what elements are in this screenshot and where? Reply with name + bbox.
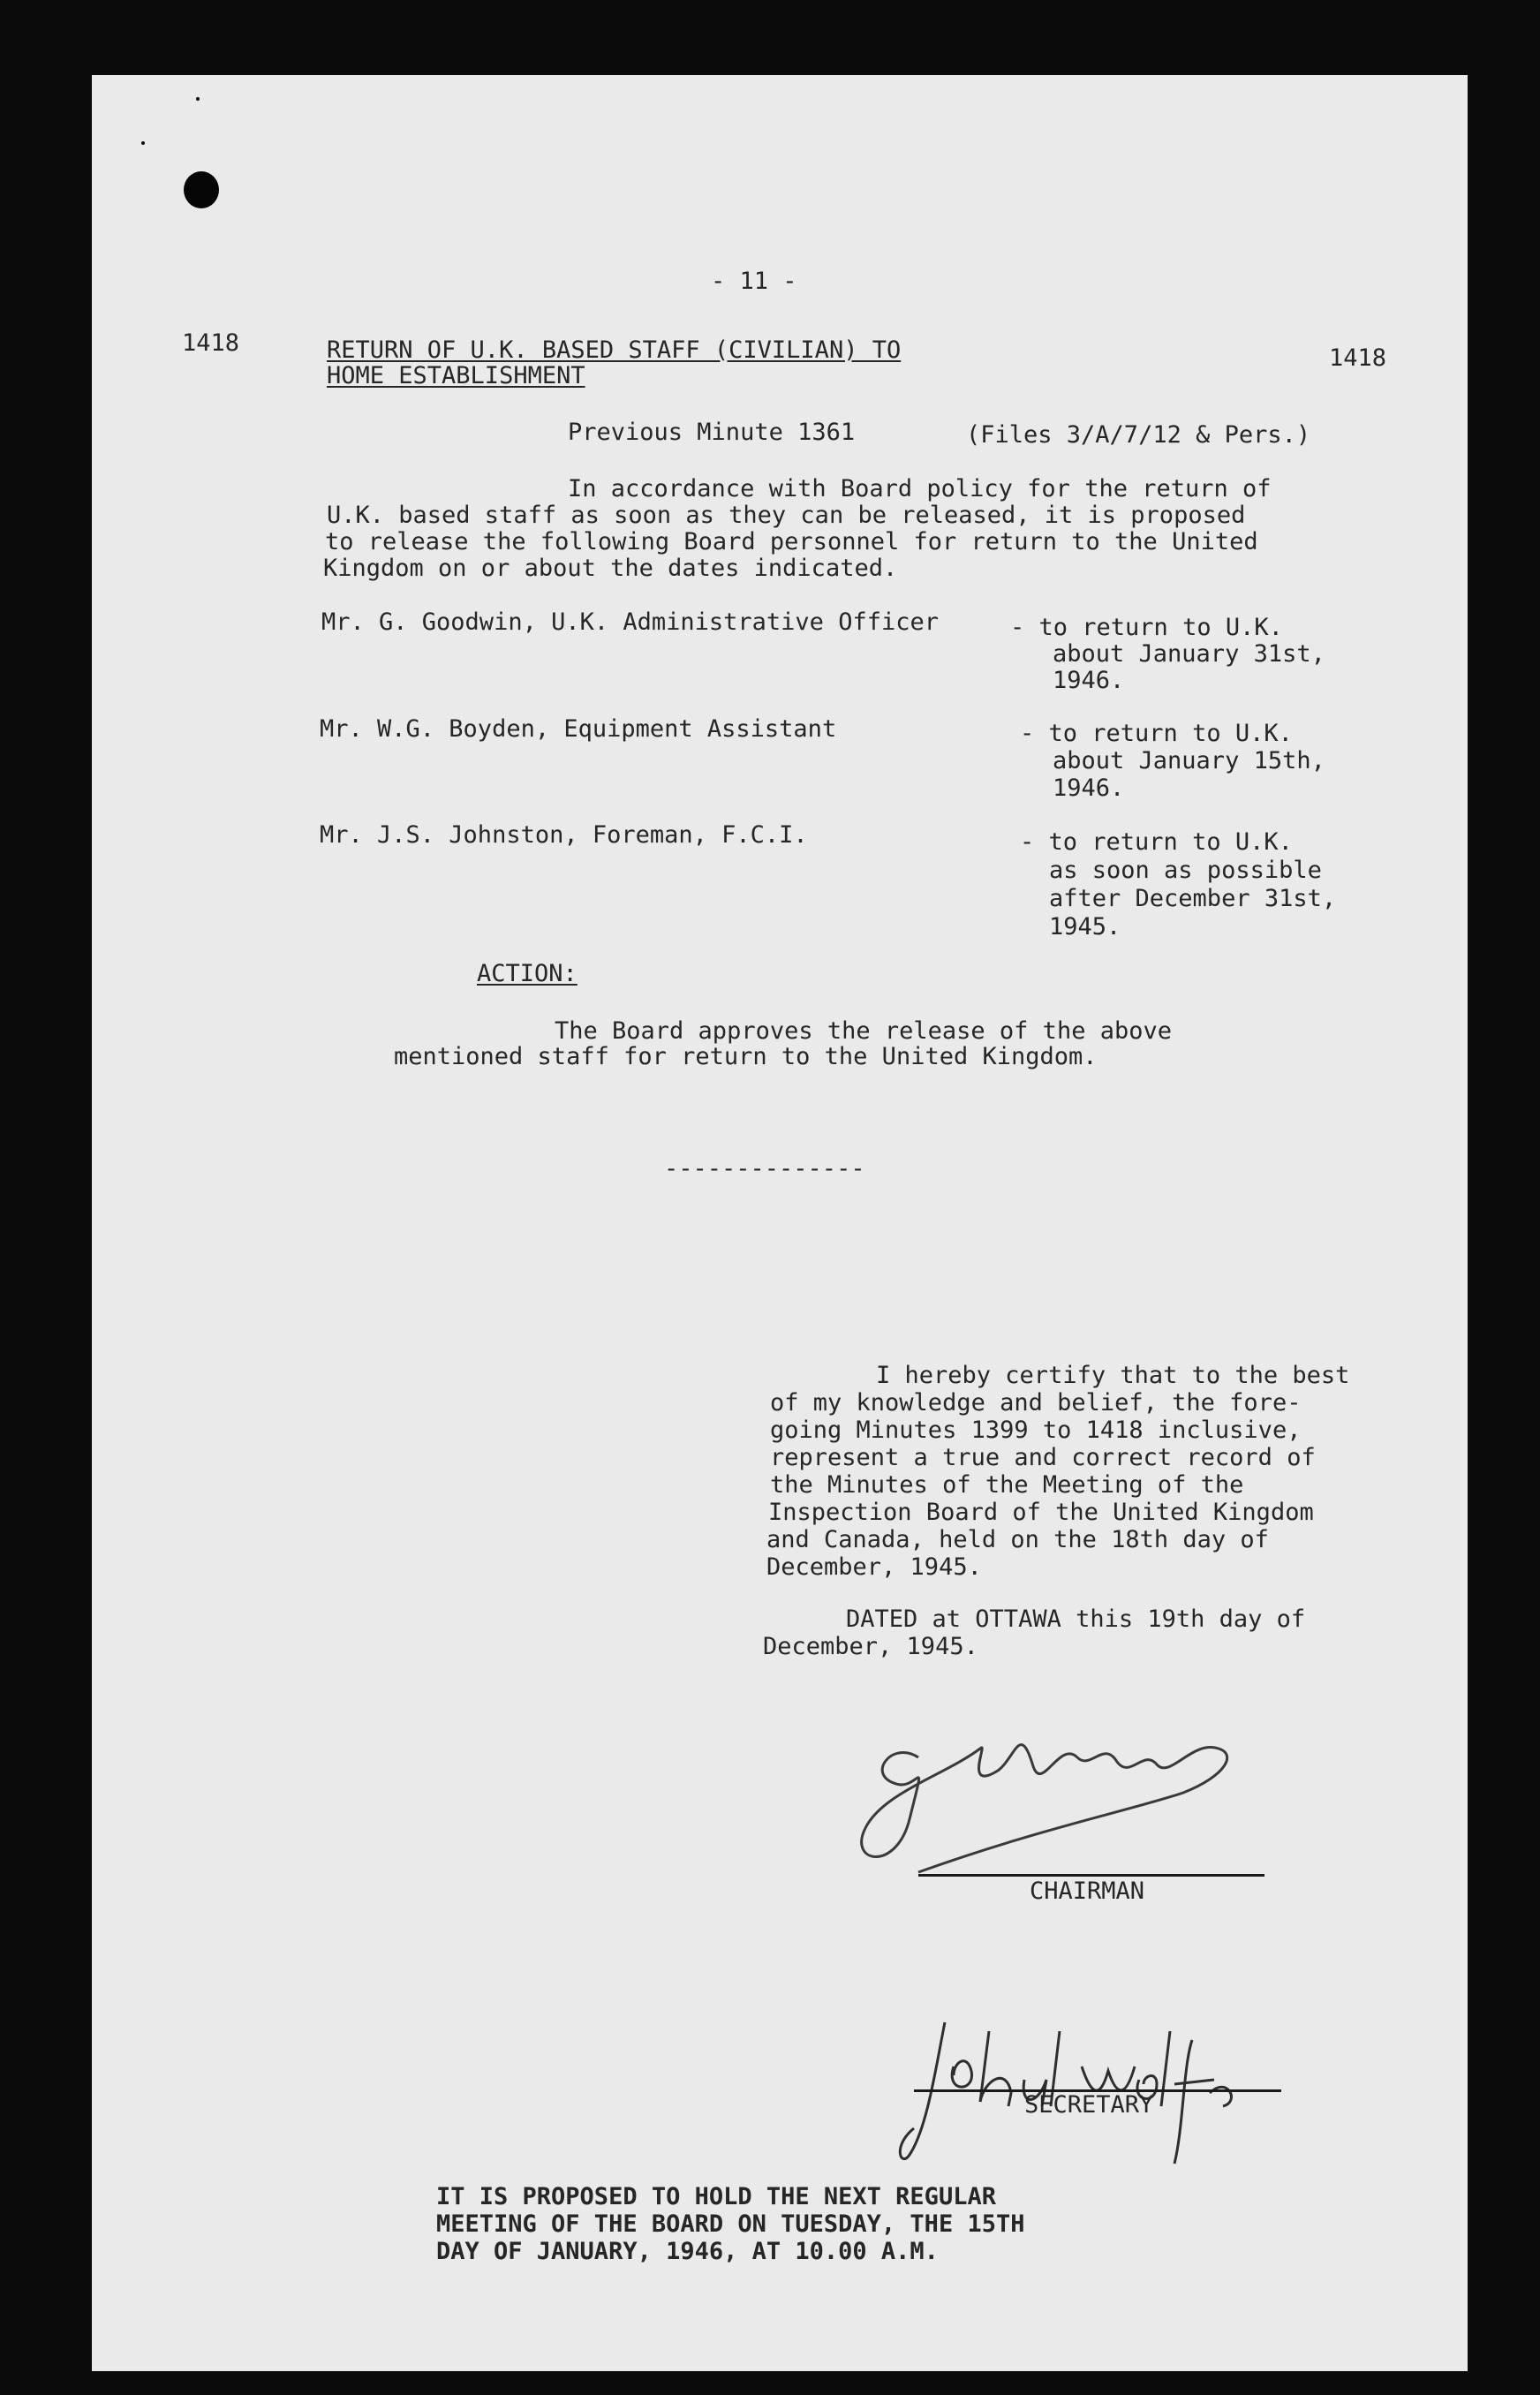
minute-title-line-1: RETURN OF U.K. BASED STAFF (CIVILIAN) TO (327, 336, 902, 364)
intro-line: Kingdom on or about the dates indicated. (323, 555, 898, 582)
staff-return: about January 15th, (1053, 747, 1325, 774)
speck (196, 97, 200, 101)
certification-line: the Minutes of the Meeting of the (770, 1471, 1244, 1499)
next-meeting-line: IT IS PROPOSED TO HOLD THE NEXT REGULAR (436, 2183, 996, 2210)
previous-minute: Previous Minute 1361 (568, 419, 856, 446)
staff-name: Mr. W.G. Boyden, Equipment Assistant (320, 715, 837, 743)
staff-return: after December 31st, (1049, 885, 1337, 912)
punch-hole (184, 171, 219, 208)
speck (141, 141, 145, 145)
staff-return: - to return to U.K. (1020, 828, 1293, 856)
minute-number-right: 1418 (1329, 344, 1387, 372)
certification-line: represent a true and correct record of (770, 1444, 1316, 1471)
page-number: - 11 - (711, 268, 797, 295)
minute-title-line-2: HOME ESTABLISHMENT (327, 362, 585, 389)
intro-line: U.K. based staff as soon as they can be released, it is proposed (327, 502, 1246, 529)
dated-line: DATED at OTTAWA this 19th day of (846, 1605, 1306, 1633)
intro-line: In accordance with Board policy for the return of (568, 475, 1272, 502)
certification-line: Inspection Board of the United Kingdom (768, 1499, 1314, 1526)
chairman-signature-line (918, 1874, 1264, 1877)
action-text-line: mentioned staff for return to the United Kingdom. (394, 1043, 1098, 1070)
action-text-line: The Board approves the release of the above (555, 1017, 1172, 1045)
staff-name: Mr. G. Goodwin, U.K. Administrative Officer (321, 608, 939, 636)
dated-line: December, 1945. (763, 1633, 978, 1660)
chairman-label: CHAIRMAN (1030, 1877, 1145, 1905)
chairman-signature (812, 1687, 1254, 1890)
certification-line: I hereby certify that to the best (876, 1362, 1350, 1389)
separator: -------------- (664, 1155, 865, 1182)
staff-return: - to return to U.K. (1020, 720, 1293, 747)
staff-return: - to return to U.K. (1010, 614, 1283, 641)
staff-return: 1946. (1053, 667, 1125, 694)
certification-line: going Minutes 1399 to 1418 inclusive, (770, 1417, 1302, 1444)
certification-line: of my knowledge and belief, the fore- (770, 1389, 1302, 1417)
files-reference: (Files 3/A/7/12 & Pers.) (966, 421, 1311, 449)
staff-return: as soon as possible (1049, 857, 1322, 884)
staff-return: about January 31st, (1053, 640, 1325, 668)
next-meeting-line: DAY OF JANUARY, 1946, AT 10.00 A.M. (436, 2238, 939, 2265)
secretary-label: SECRETARY (1024, 2091, 1154, 2119)
staff-return: 1946. (1053, 774, 1125, 802)
staff-return: 1945. (1049, 913, 1121, 941)
certification-line: and Canada, held on the 18th day of (766, 1526, 1269, 1553)
certification-line: December, 1945. (766, 1553, 982, 1581)
secretary-signature (892, 1996, 1298, 2172)
next-meeting-line: MEETING OF THE BOARD ON TUESDAY, THE 15TH (436, 2210, 1025, 2238)
staff-name: Mr. J.S. Johnston, Foreman, F.C.I. (320, 821, 808, 849)
action-label: ACTION: (477, 960, 578, 987)
minute-number-left: 1418 (182, 329, 240, 357)
intro-line: to release the following Board personnel for return to the United (325, 528, 1258, 555)
